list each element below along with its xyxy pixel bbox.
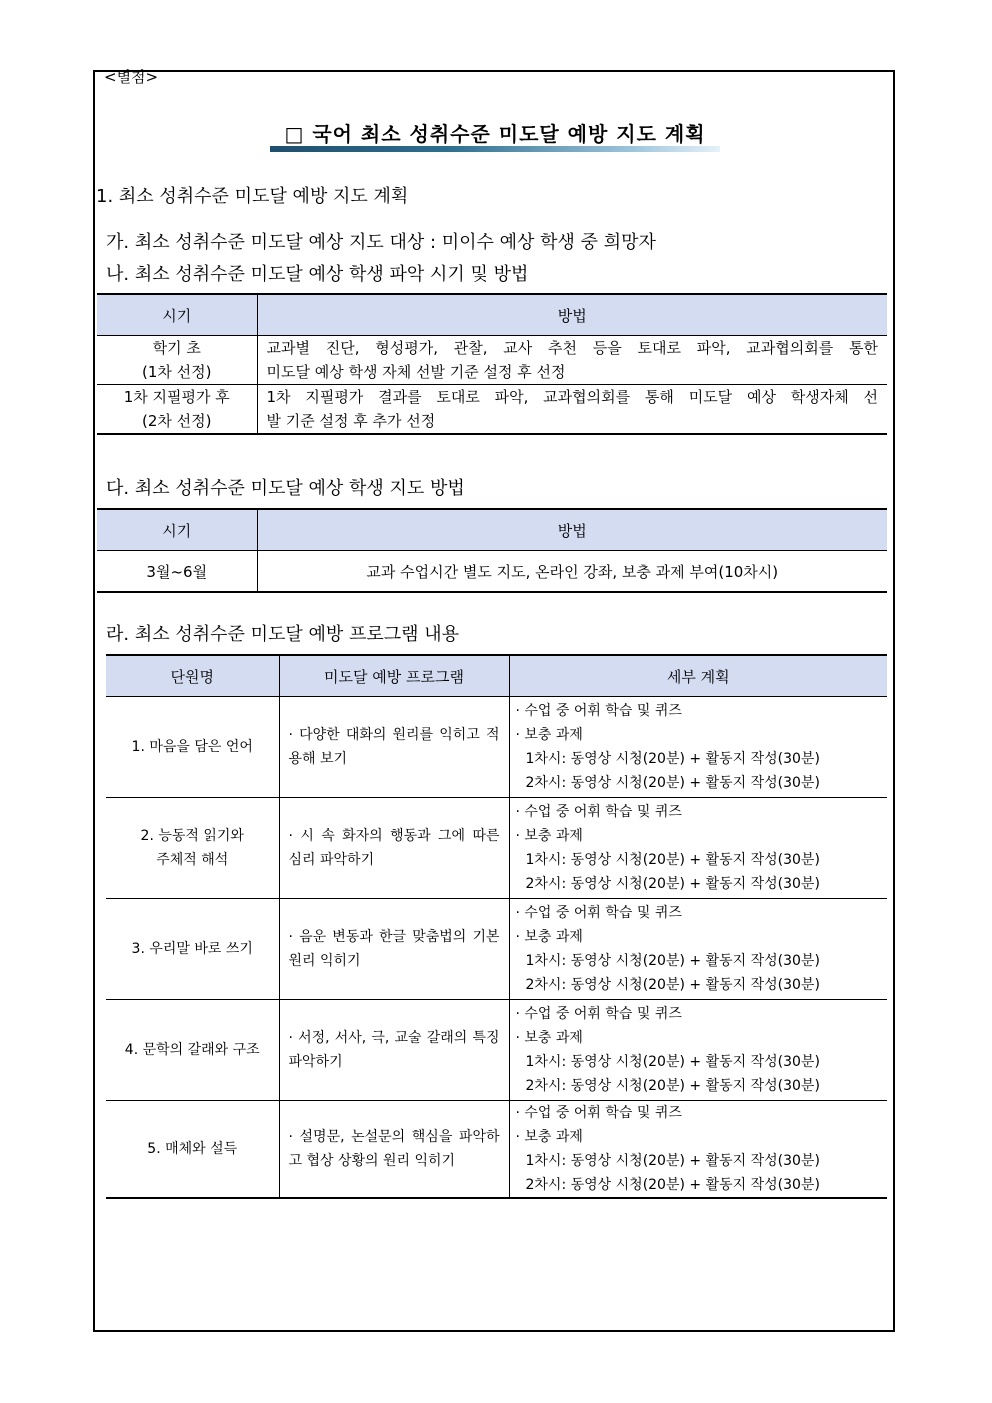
detail-line: 1차시: 동영상 시청(20분) + 활동지 작성(30분) — [525, 953, 820, 969]
program-table — [106, 654, 887, 1199]
detail-line: 1차시: 동영상 시청(20분) + 활동지 작성(30분) — [525, 852, 820, 868]
method-line: 발 기준 설정 후 추가 선정 — [266, 412, 436, 430]
program-cell: · 설명문, 논설문의 핵심을 파악하고 협상 상황의 원리 익히기 — [279, 1101, 509, 1199]
detail-cell — [509, 899, 887, 1000]
table3-header-program: 미도달 예방 프로그램 — [279, 655, 509, 697]
detail-line: · 보충 과제 — [515, 727, 583, 743]
section-ga-heading: 가. 최소 성취수준 미도달 예상 지도 대상 : 미이수 예상 학생 중 희망자 — [106, 232, 656, 253]
unit-cell — [106, 798, 279, 899]
section-ra-heading: 라. 최소 성취수준 미도달 예방 프로그램 내용 — [106, 624, 460, 645]
section-da-heading: 다. 최소 성취수준 미도달 예상 학생 지도 방법 — [106, 478, 465, 499]
table-row — [106, 1000, 887, 1101]
period-line: 1차 지필평가 후 — [123, 388, 230, 406]
detail-line: 2차시: 동영상 시청(20분) + 활동지 작성(30분) — [525, 977, 820, 993]
method-cell — [257, 385, 887, 435]
detail-line: · 수업 중 어휘 학습 및 퀴즈 — [515, 804, 682, 820]
detail-cell — [509, 1101, 887, 1199]
page-title: □ 국어 최소 성취수준 미도달 예방 지도 계획 — [284, 122, 706, 146]
detail-line: · 수업 중 어휘 학습 및 퀴즈 — [515, 1006, 682, 1022]
unit-line: 1. 마음을 담은 언어 — [131, 739, 253, 755]
table-row — [97, 336, 887, 385]
detail-line: · 수업 중 어휘 학습 및 퀴즈 — [515, 1105, 682, 1121]
unit-line: 4. 문학의 갈래와 구조 — [124, 1042, 260, 1058]
guidance-table — [97, 508, 887, 593]
table3-header-detail: 세부 계획 — [509, 655, 887, 697]
period-line: (1차 선정) — [142, 363, 212, 381]
period-cell: 3월~6월 — [97, 551, 257, 593]
detail-line: 1차시: 동영상 시청(20분) + 활동지 작성(30분) — [525, 1153, 820, 1169]
detail-line: · 보충 과제 — [515, 828, 583, 844]
method-cell: 교과 수업시간 별도 지도, 온라인 강좌, 보충 과제 부여(10차시) — [366, 562, 779, 581]
detail-line: · 보충 과제 — [515, 1030, 583, 1046]
section-1-heading: 1. 최소 성취수준 미도달 예방 지도 계획 — [96, 186, 409, 207]
identification-table — [97, 293, 887, 435]
detail-line: 2차시: 동영상 시청(20분) + 활동지 작성(30분) — [525, 1177, 820, 1193]
detail-line: · 수업 중 어휘 학습 및 퀴즈 — [515, 703, 682, 719]
table1-header-period: 시기 — [97, 294, 257, 336]
method-line: 1차 지필평가 결과를 토대로 파악, 교과협의회를 통해 미도달 예상 학생자체 선 — [266, 388, 878, 406]
detail-line: · 수업 중 어휘 학습 및 퀴즈 — [515, 905, 682, 921]
method-line: 미도달 예상 학생 자체 선발 기준 설정 후 선정 — [266, 363, 566, 381]
period-line: (2차 선정) — [142, 412, 212, 430]
unit-line: 5. 매체와 설득 — [147, 1141, 238, 1157]
table-row — [97, 385, 887, 435]
detail-cell — [509, 697, 887, 798]
program-cell: · 음운 변동과 한글 맞춤법의 기본 원리 익히기 — [279, 899, 509, 1000]
title-underline — [270, 146, 720, 152]
detail-line: 1차시: 동영상 시청(20분) + 활동지 작성(30분) — [525, 1054, 820, 1070]
unit-cell — [106, 697, 279, 798]
detail-line: 2차시: 동영상 시청(20분) + 활동지 작성(30분) — [525, 1078, 820, 1094]
table-row — [106, 1101, 887, 1199]
detail-line: · 보충 과제 — [515, 929, 583, 945]
attachment-tag: <별첨> — [104, 68, 159, 86]
detail-line: 2차시: 동영상 시청(20분) + 활동지 작성(30분) — [525, 775, 820, 791]
unit-line: 3. 우리말 바로 쓰기 — [131, 941, 253, 957]
table2-header-method: 방법 — [257, 509, 887, 551]
detail-line: 1차시: 동영상 시청(20분) + 활동지 작성(30분) — [525, 751, 820, 767]
method-line: 교과별 진단, 형성평가, 관찰, 교사 추천 등을 토대로 파악, 교과협의회를 통한 — [266, 339, 878, 357]
period-line: 학기 초 — [152, 339, 201, 357]
period-cell — [97, 385, 257, 435]
table-row — [106, 899, 887, 1000]
table-row — [106, 798, 887, 899]
program-cell: · 서정, 서사, 극, 교술 갈래의 특징 파악하기 — [279, 1000, 509, 1101]
table2-header-period: 시기 — [97, 509, 257, 551]
title-block — [270, 118, 720, 154]
table-row — [106, 697, 887, 798]
unit-cell — [106, 1101, 279, 1199]
detail-cell — [509, 798, 887, 899]
unit-cell — [106, 1000, 279, 1101]
unit-cell — [106, 899, 279, 1000]
period-cell — [97, 336, 257, 385]
detail-line: 2차시: 동영상 시청(20분) + 활동지 작성(30분) — [525, 876, 820, 892]
table1-header-method: 방법 — [257, 294, 887, 336]
section-na-heading: 나. 최소 성취수준 미도달 예상 학생 파악 시기 및 방법 — [106, 264, 529, 285]
table3-header-unit: 단원명 — [106, 655, 279, 697]
unit-line: 주체적 해석 — [156, 852, 229, 868]
unit-line: 2. 능동적 읽기와 — [140, 828, 244, 844]
method-cell — [257, 336, 887, 385]
detail-cell — [509, 1000, 887, 1101]
program-cell: · 시 속 화자의 행동과 그에 따른 심리 파악하기 — [279, 798, 509, 899]
program-cell: · 다양한 대화의 원리를 익히고 적용해 보기 — [279, 697, 509, 798]
detail-line: · 보충 과제 — [515, 1129, 583, 1145]
table-row — [97, 551, 887, 593]
